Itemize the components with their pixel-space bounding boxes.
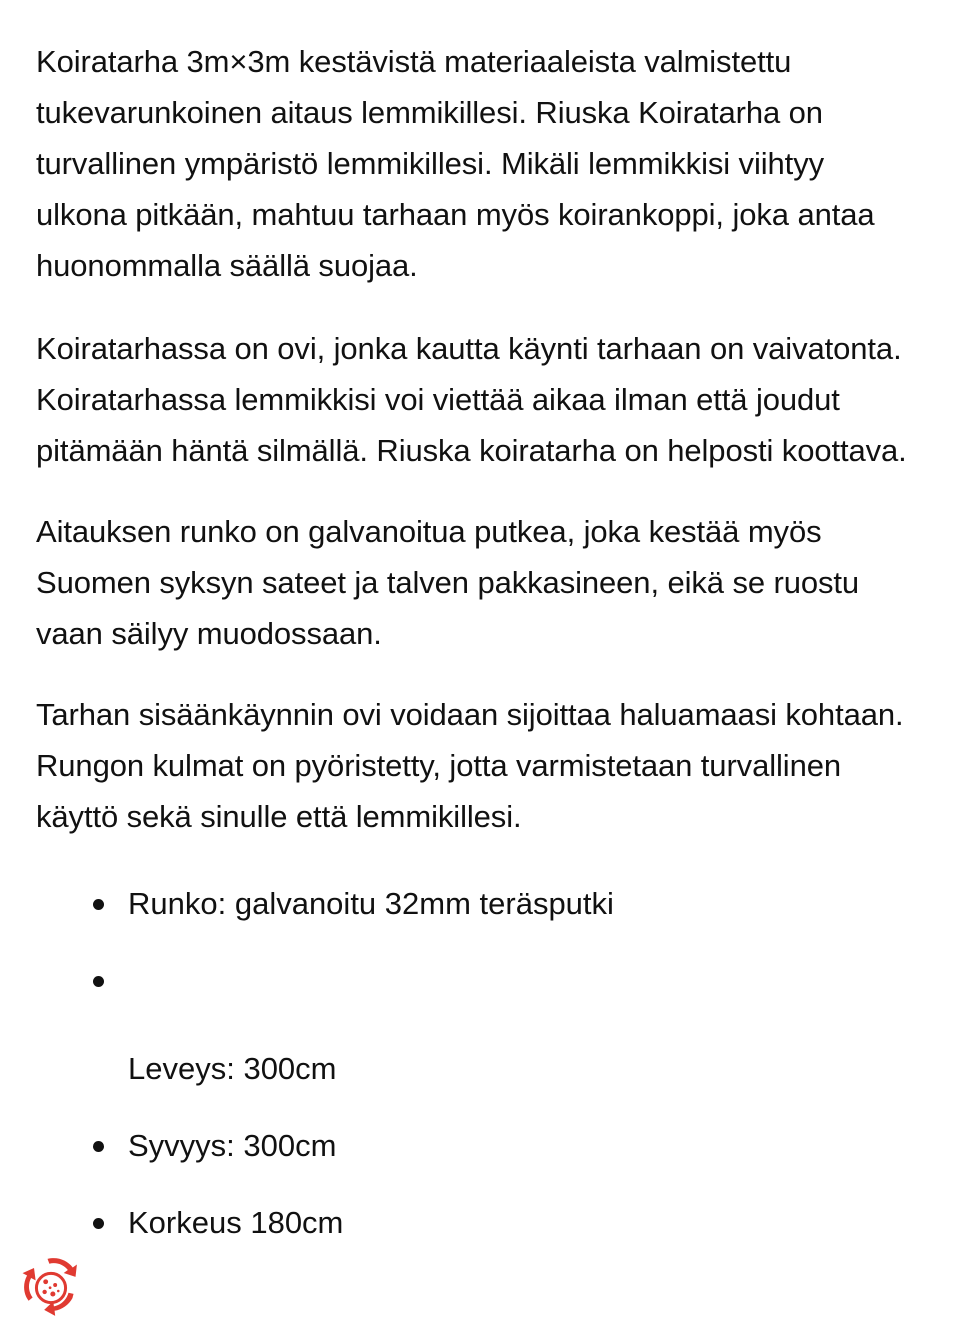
- specification-list: [36, 878, 915, 997]
- paragraph-intro: Koiratarha 3m×3m kestävistä materiaaleista valmistettu tukevarunkoinen aitaus lemmikillesi. Riuska Koiratarha on turvallinen ympäristö lemmikillesi. Mikäli lemmikkisi viihtyy ulkona pitkään, mahtuu tarhaan myös koirankoppi, joka antaa huonommalla säällä suojaa.: [36, 44, 875, 283]
- paragraph-frame: Aitauksen runko on galvanoitua putkea, joka kestää myös Suomen syksyn sateet ja talven pakkasineen, eikä se ruostu vaan säilyy muodossaan.: [36, 514, 860, 651]
- list-item: [36, 955, 915, 997]
- product-description: [36, 36, 915, 842]
- spec-item-width: Leveys: 300cm: [128, 1051, 337, 1086]
- bullet-icon: [93, 976, 104, 987]
- bullet-icon: [93, 899, 104, 910]
- list-item: [36, 1120, 915, 1171]
- spec-item-empty: [128, 955, 915, 965]
- specification-list-continued: [36, 1120, 915, 1248]
- list-item: [36, 878, 915, 929]
- spec-item-height: Korkeus 180cm: [128, 1205, 344, 1240]
- bullet-icon: [93, 1141, 104, 1152]
- spec-item-frame: Runko: galvanoitu 32mm teräsputki: [128, 886, 614, 921]
- bullet-icon: [93, 1218, 104, 1229]
- cookie-consent-button[interactable]: [14, 1251, 88, 1325]
- paragraph-door: Koiratarhassa on ovi, jonka kautta käynti tarhaan on vaivatonta. Koiratarhassa lemmikkisi voi viettää aikaa ilman että joudut pitämään häntä silmällä. Riuska koiratarha on helposti koottava.: [36, 331, 907, 468]
- spec-item-depth: Syvyys: 300cm: [128, 1128, 337, 1163]
- cookie-consent-icon: [14, 1251, 88, 1325]
- paragraph-entrance: Tarhan sisäänkäynnin ovi voidaan sijoittaa haluamaasi kohtaan. Rungon kulmat on pyöristetty, jotta varmistetaan turvallinen käyttö sekä sinulle että lemmikillesi.: [36, 697, 904, 834]
- list-item: [36, 1197, 915, 1248]
